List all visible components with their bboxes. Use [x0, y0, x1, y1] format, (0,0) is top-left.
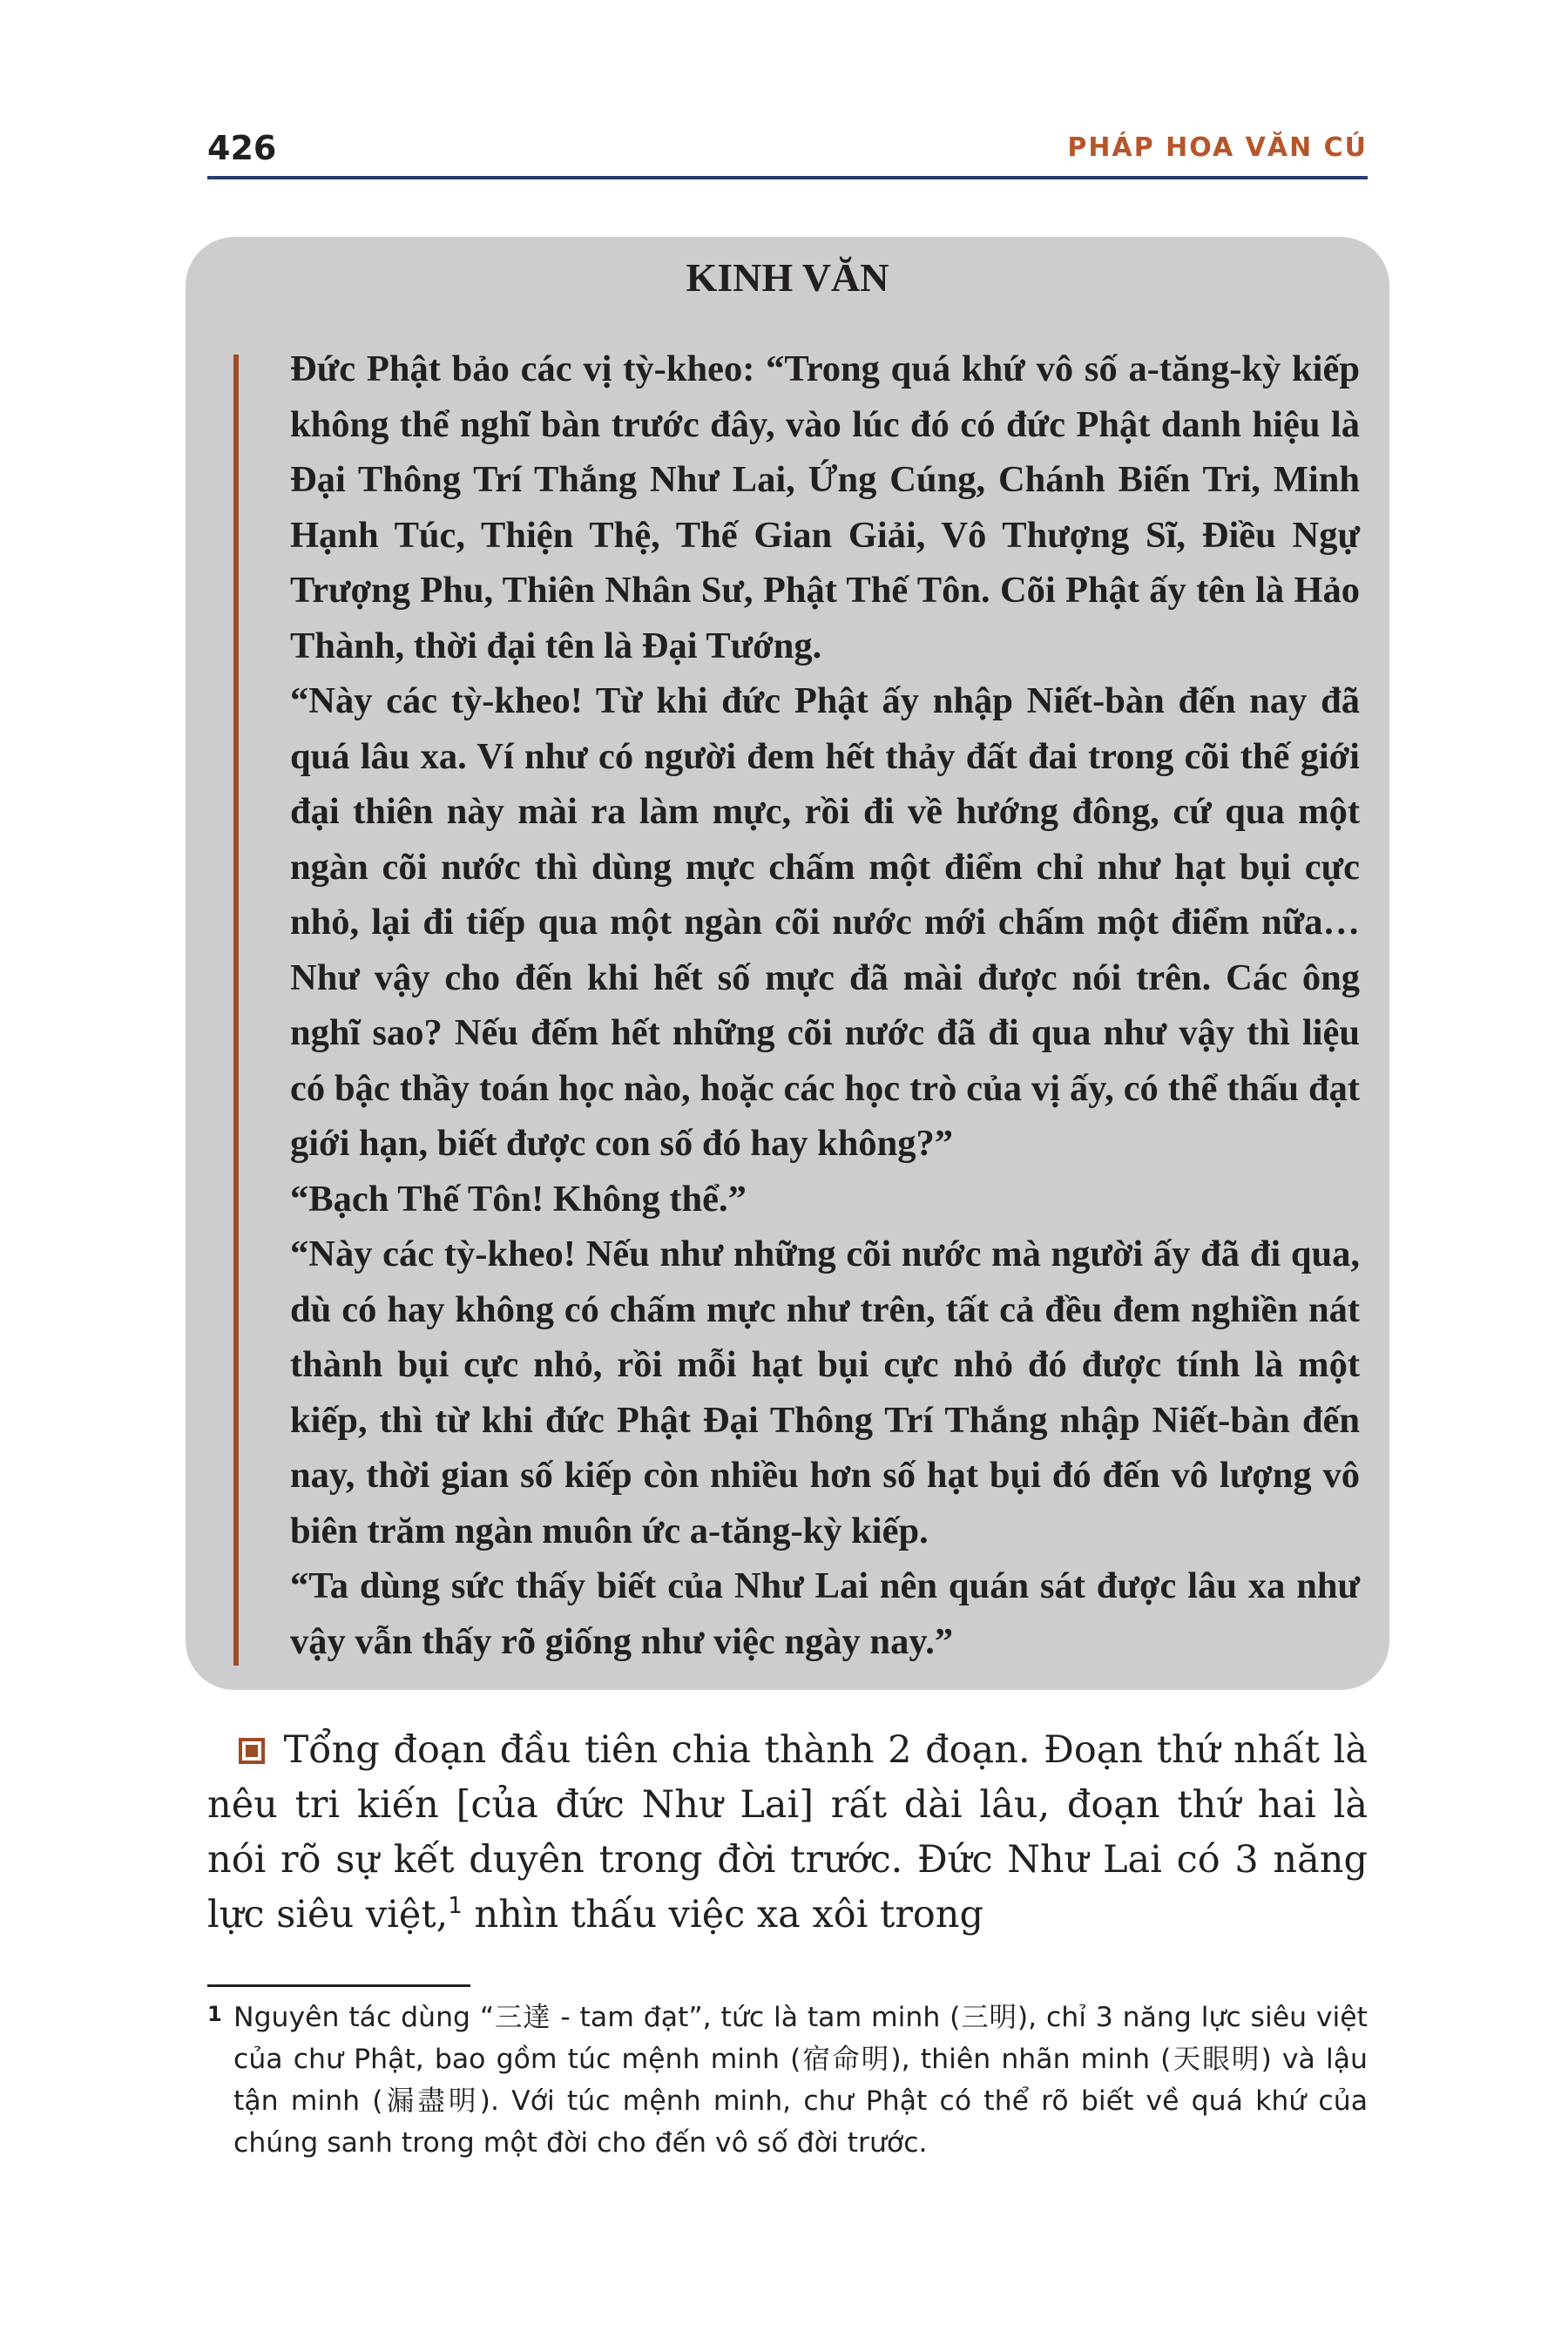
sutra-paragraph: Đức Phật bảo các vị tỳ-kheo: “Trong quá khứ vô số a-tăng-kỳ kiếp không thể nghĩ bàn trước đây, vào lúc đó có đức Phật danh hiệu là Đại Thông Trí Thắng Như Lai, Ứng Cúng, Chánh Biến Tri, Minh Hạnh Túc, Thiện Thệ, Thế Gian Giải, Vô Thượng Sĩ, Điều Ngự Trượng Phu, Thiên Nhân Sư, Phật Thế Tôn. Cõi Phật ấy tên là Hảo Thành, thời đại tên là Đại Tướng. [290, 348, 1360, 666]
footnote [207, 1997, 1368, 2164]
sutra-paragraph: “Này các tỳ-kheo! Từ khi đức Phật ấy nhập Niết-bàn đến nay đã quá lâu xa. Ví như có người đem hết thảy đất đai trong cõi thế giới đại thiên này mài ra làm mực, rồi đi về hướng đông, cứ qua một ngàn cõi nước thì dùng mực chấm một điểm chỉ như hạt bụi cực nhỏ, lại đi tiếp qua một ngàn cõi nước mới chấm một điểm nữa… Như vậy cho đến khi hết số mực đã mài được nói trên. Các ông nghĩ sao? Nếu đếm hết những cõi nước đã đi qua như vậy thì liệu có bậc thầy toán học nào, hoặc các học trò của vị ấy, có thể thấu đạt giới hạn, biết được con số đó hay không?” [290, 680, 1360, 1164]
commentary-text-continued: nhìn thấu việc xa xôi trong [462, 1893, 983, 1936]
square-bullet-icon [239, 1738, 265, 1764]
footnote-text: Nguyên tác dùng “三達 - tam đạt”, tức là tam minh (三明), chỉ 3 năng lực siêu việt của chư Phật, bao gồm túc mệnh minh (宿命明), thiên nhãn minh (天眼明) và lậu tận minh (漏盡明). Với túc mệnh minh, chư Phật có thể rõ biết về quá khứ của chúng sanh trong một đời cho đến vô số đời trước. [233, 2002, 1368, 2159]
footnote-marker: 1 [207, 2002, 222, 2026]
running-title: PHÁP HOA VĂN CÚ [1067, 132, 1368, 163]
sutra-accent-bar [233, 355, 239, 1666]
commentary-text: Tổng đoạn đầu tiên chia thành 2 đoạn. Đoạn thứ nhất là nêu tri kiến [của đức Như Lai] rất dài lâu, đoạn thứ hai là nói rõ sự kết duyên trong đời trước. Đức Như Lai có 3 năng lực siêu việt, [207, 1728, 1369, 1936]
sutra-text-box [186, 237, 1389, 1690]
sutra-paragraph: “Ta dùng sức thấy biết của Như Lai nên quán sát được lâu xa như vậy vẫn thấy rõ giống như việc ngày nay.” [290, 1565, 1360, 1662]
commentary-paragraph [207, 1723, 1368, 1943]
footnote-divider [207, 1984, 470, 1987]
sutra-body [290, 341, 1360, 1669]
sutra-paragraph: “Bạch Thế Tôn! Không thể.” [290, 1178, 747, 1220]
sutra-heading: KINH VĂN [686, 255, 889, 300]
footnote-reference[interactable]: 1 [448, 1893, 463, 1919]
page-number: 426 [207, 129, 277, 167]
page-header [207, 120, 1368, 181]
header-rule [207, 176, 1368, 179]
sutra-paragraph: “Này các tỳ-kheo! Nếu như những cõi nước mà người ấy đã đi qua, dù có hay không có chấm mực như trên, tất cả đều đem nghiền nát thành bụi cực nhỏ, rồi mỗi hạt bụi cực nhỏ đó được tính là một kiếp, thì từ khi đức Phật Đại Thông Trí Thắng nhập Niết-bàn đến nay, thời gian số kiếp còn nhiều hơn số hạt bụi đó đến vô lượng vô biên trăm ngàn muôn ức a-tăng-kỳ kiếp. [290, 1233, 1360, 1551]
